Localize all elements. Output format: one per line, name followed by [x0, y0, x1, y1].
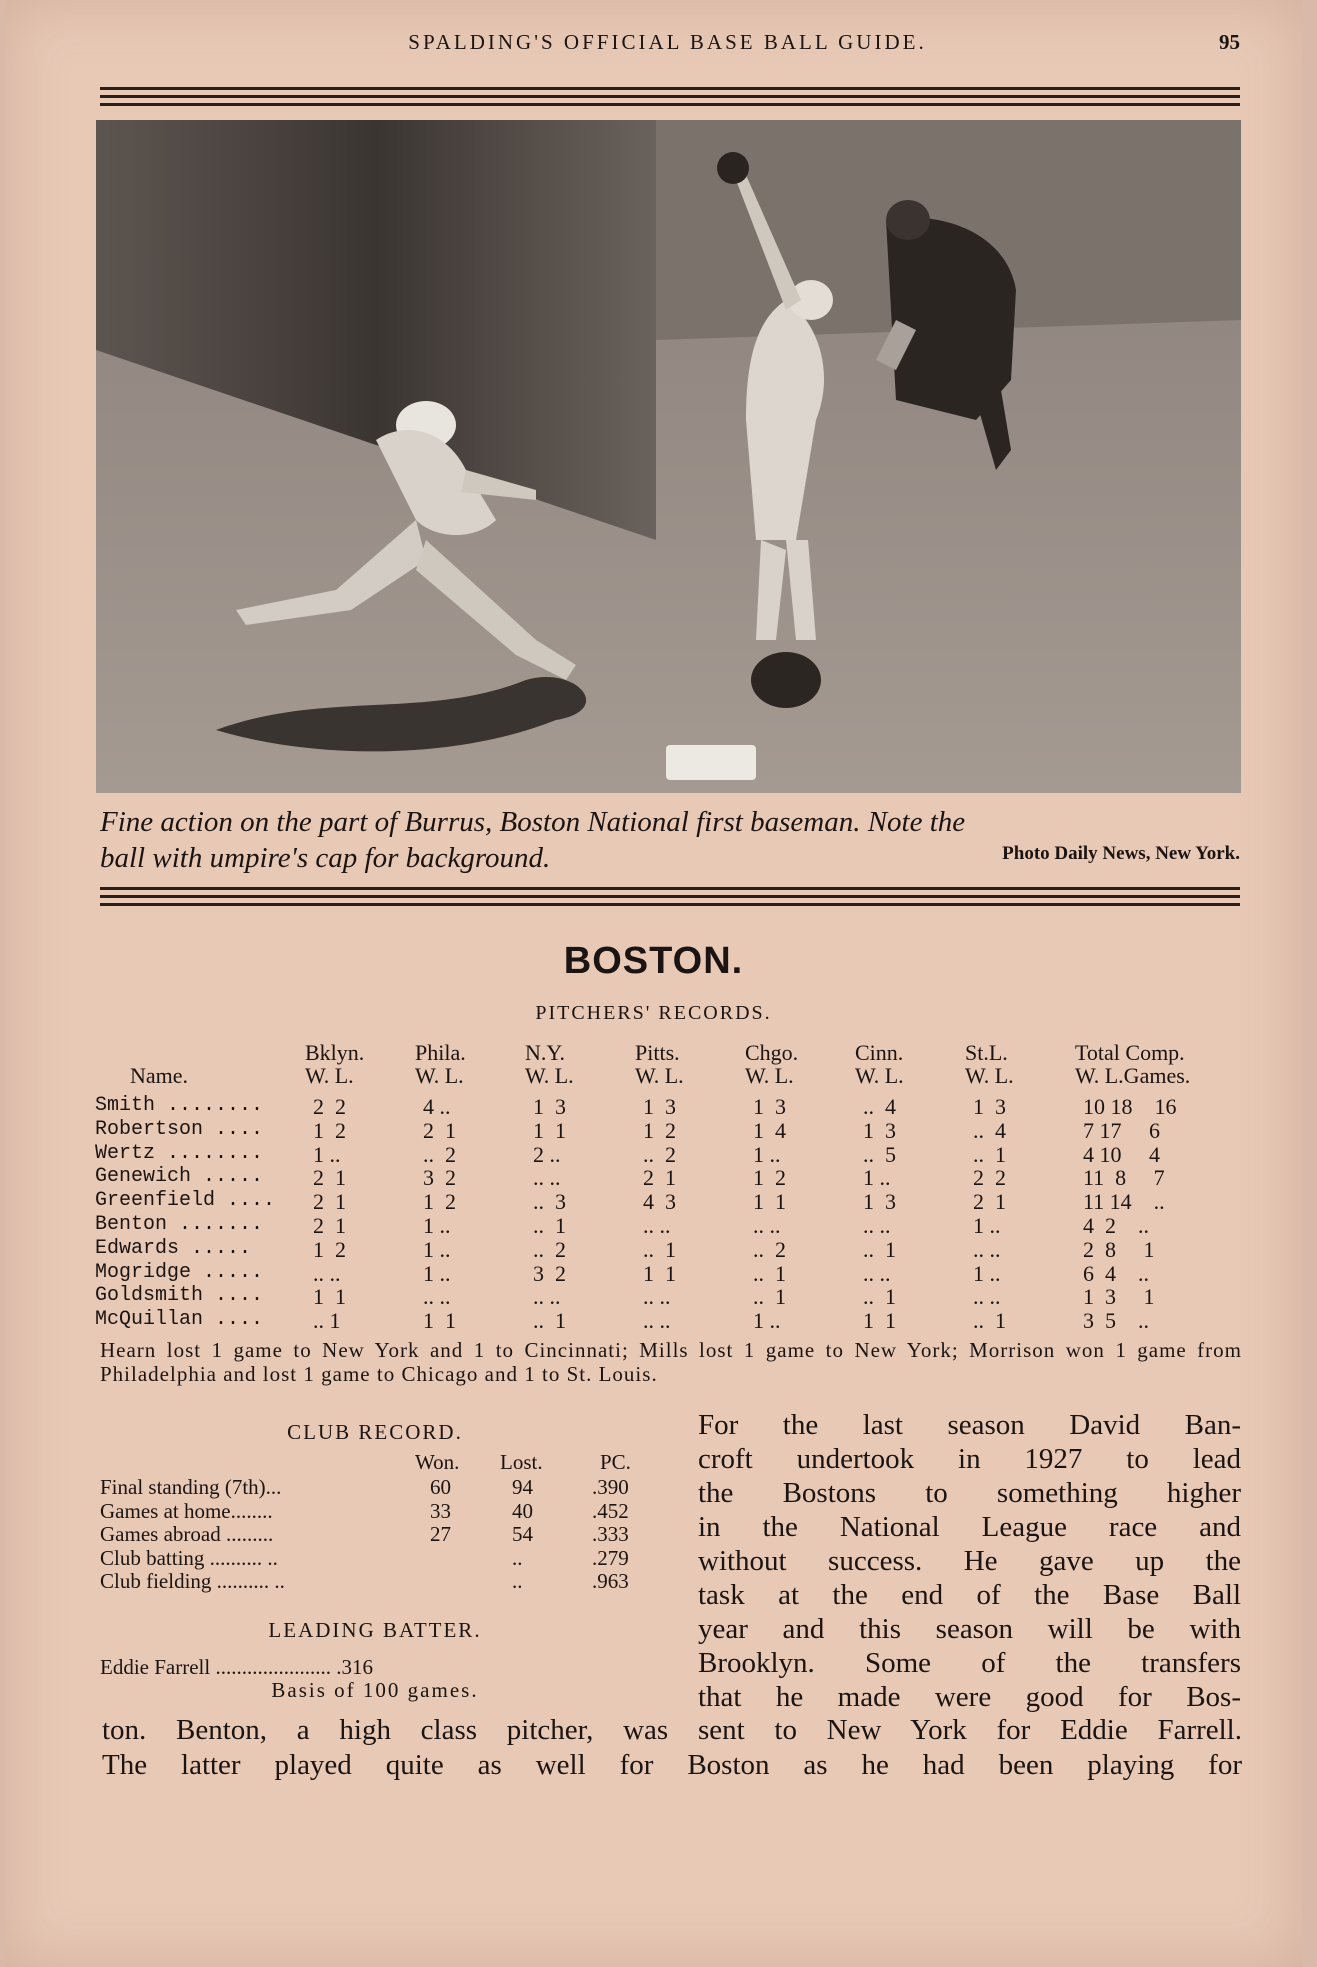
- record-cell: .. 4: [863, 1094, 896, 1119]
- record-cell: .. ..: [643, 1308, 671, 1334]
- record-cell: .. 1: [863, 1284, 896, 1310]
- column-team-header: N.Y.: [525, 1040, 565, 1065]
- record-cell: 1 1: [863, 1308, 896, 1334]
- record-cell: .. 2: [533, 1236, 566, 1262]
- record-cell: 1 1: [423, 1308, 456, 1334]
- baseball-photo: [96, 120, 1241, 793]
- record-cell: 1 ..: [973, 1260, 1001, 1286]
- pc-value: .279: [592, 1545, 629, 1570]
- row-label: Final standing (7th)...: [100, 1475, 282, 1499]
- record-cell: 1 3: [533, 1094, 566, 1119]
- lost-value: 94: [512, 1475, 533, 1499]
- record-cell: .. ..: [973, 1236, 1001, 1262]
- pc-value: .390: [592, 1475, 629, 1499]
- record-cell: 3 5 ..: [1083, 1308, 1149, 1334]
- pitcher-name: McQuillan ....: [95, 1308, 264, 1332]
- column-team-header: Chgo.: [745, 1040, 799, 1065]
- text-line: without success. He gave up the: [698, 1545, 1241, 1577]
- record-cell: .. 1: [753, 1284, 786, 1310]
- record-cell: .. 1: [533, 1308, 566, 1334]
- lost-value: 40: [512, 1498, 533, 1523]
- won-value: 27: [430, 1522, 451, 1546]
- record-cell: 1 ..: [423, 1260, 451, 1286]
- record-cell: .. 1: [753, 1260, 786, 1286]
- record-cell: 1 2: [423, 1189, 456, 1215]
- text-line: year and this season will be with: [698, 1613, 1241, 1645]
- record-cell: 1 ..: [863, 1165, 891, 1191]
- record-cell: .. ..: [643, 1284, 671, 1310]
- pitcher-name: Robertson ....: [95, 1117, 264, 1141]
- column-wl-header: W. L.: [855, 1063, 904, 1088]
- column-team-header: Bklyn.: [305, 1040, 365, 1065]
- record-cell: 11 14 ..: [1083, 1189, 1165, 1215]
- record-cell: 1 3: [863, 1117, 896, 1143]
- pitchers-note: Hearn lost 1 game to New York and 1 to Cincinnati; Mills lost 1 game to New York; Morrison won 1 game from Philadelphia and lost 1 game to Chicago and 1 to St. Louis.: [100, 1338, 1242, 1386]
- record-cell: .. 5: [863, 1141, 896, 1167]
- record-cell: 1 ..: [423, 1213, 451, 1238]
- article-text-right: [698, 1408, 1241, 1714]
- column-wl-header: W. L.: [415, 1063, 464, 1088]
- page: [5, 0, 1302, 1967]
- record-cell: 4 2 ..: [1083, 1213, 1149, 1238]
- header-title: SPALDING'S OFFICIAL BASE BALL GUIDE.: [408, 30, 927, 54]
- photo-caption: [100, 804, 1240, 876]
- record-cell: 1 ..: [753, 1308, 781, 1334]
- pitcher-name: Genewich .....: [95, 1165, 264, 1189]
- record-cell: 2 1: [973, 1189, 1006, 1215]
- record-cell: .. 2: [753, 1236, 786, 1262]
- record-cell: .. ..: [863, 1260, 891, 1286]
- record-cell: .. 2: [643, 1141, 676, 1167]
- record-cell: 1 ..: [423, 1236, 451, 1262]
- record-cell: .. ..: [533, 1165, 561, 1191]
- record-cell: .. 1: [533, 1213, 566, 1238]
- record-cell: 2 1: [313, 1165, 346, 1191]
- divider: [100, 103, 1240, 106]
- row-label: Games at home........: [100, 1498, 273, 1523]
- record-cell: 3 2: [533, 1260, 566, 1286]
- record-cell: 1 1: [533, 1117, 566, 1143]
- text-line: task at the end of the Base Ball: [698, 1579, 1241, 1611]
- text-line: The latter played quite as well for Boston as he had been playing for: [102, 1749, 1242, 1781]
- divider: [100, 95, 1240, 98]
- club-record-row: [100, 1475, 650, 1499]
- record-cell: 2 1: [423, 1117, 456, 1143]
- record-cell: .. ..: [423, 1284, 451, 1310]
- record-cell: 11 8 7: [1083, 1165, 1165, 1191]
- lost-value: 54: [512, 1522, 533, 1546]
- record-cell: 6 4 ..: [1083, 1260, 1149, 1286]
- record-cell: .. ..: [753, 1213, 781, 1238]
- record-cell: 2 8 1: [1083, 1236, 1155, 1262]
- club-record-row: [100, 1546, 650, 1570]
- column-team-header: Phila.: [415, 1040, 466, 1065]
- text-line: Brooklyn. Some of the transfers: [698, 1647, 1241, 1679]
- record-cell: 1 3: [643, 1094, 676, 1119]
- text-line: For the last season David Ban-: [698, 1409, 1241, 1441]
- column-header: PC.: [600, 1450, 631, 1474]
- record-cell: 2 2: [313, 1094, 346, 1119]
- column-wl-header: W. L.: [965, 1063, 1014, 1088]
- club-record-header: [100, 1450, 650, 1474]
- won-value: 60: [430, 1475, 451, 1499]
- record-cell: 7 17 6: [1083, 1117, 1160, 1143]
- record-cell: 1 ..: [313, 1141, 341, 1167]
- record-cell: 2 1: [313, 1213, 346, 1238]
- section-title: BOSTON.: [563, 940, 744, 982]
- column-wl-header: W. L.Games.: [1075, 1063, 1191, 1088]
- record-cell: .. ..: [313, 1260, 341, 1286]
- record-cell: 3 2: [423, 1165, 456, 1191]
- record-cell: .. ..: [973, 1284, 1001, 1310]
- record-cell: 2 1: [643, 1165, 676, 1191]
- record-cell: .. ..: [863, 1213, 891, 1238]
- record-cell: 4 ..: [423, 1094, 451, 1119]
- record-cell: .. 1: [863, 1236, 896, 1262]
- record-cell: .. ..: [643, 1213, 671, 1238]
- photo-credit: Photo Daily News, New York.: [1002, 843, 1240, 864]
- page-number: 95: [1219, 30, 1240, 54]
- pitcher-name: Greenfield ....: [95, 1189, 276, 1213]
- row-label: Club fielding .......... ..: [100, 1569, 285, 1593]
- record-cell: 1 1: [643, 1260, 676, 1286]
- record-cell: .. 1: [973, 1308, 1006, 1334]
- record-cell: .. 1: [973, 1141, 1006, 1167]
- pitcher-name: Goldsmith ....: [95, 1284, 264, 1308]
- column-wl-header: W. L.: [525, 1063, 574, 1088]
- column-team-header: St.L.: [965, 1040, 1008, 1065]
- column-wl-header: W. L.: [745, 1063, 794, 1088]
- column-wl-header: W. L.: [305, 1063, 354, 1088]
- caption-line-2: ball with umpire's cap for background.: [100, 842, 551, 874]
- record-cell: 4 3: [643, 1189, 676, 1215]
- running-header: [95, 30, 1240, 66]
- record-cell: .. 3: [533, 1189, 566, 1215]
- column-wl-header: W. L.: [635, 1063, 684, 1088]
- record-cell: 1 3: [753, 1094, 786, 1119]
- divider: [100, 87, 1240, 90]
- text-line: ton. Benton, a high class pitcher, was sent to New York for Eddie Farrell.: [102, 1714, 1242, 1746]
- record-cell: 4 10 4: [1083, 1141, 1160, 1167]
- record-cell: 2 2: [973, 1165, 1006, 1191]
- record-cell: 1 4: [753, 1117, 786, 1143]
- divider: [100, 903, 1240, 906]
- text-line: that he made were good for Bos-: [698, 1681, 1241, 1713]
- pc-value: .333: [592, 1522, 629, 1546]
- pitcher-name: Mogridge .....: [95, 1260, 264, 1284]
- divider: [100, 895, 1240, 898]
- record-cell: 2 ..: [533, 1141, 561, 1167]
- record-cell: 1 3 1: [1083, 1284, 1155, 1310]
- record-cell: 1 3: [863, 1189, 896, 1215]
- pitcher-name: Wertz ........: [95, 1141, 264, 1165]
- divider: [100, 887, 1240, 890]
- won-value: 33: [430, 1498, 451, 1523]
- pc-value: .452: [592, 1498, 629, 1523]
- record-cell: .. 2: [423, 1141, 456, 1167]
- record-cell: 1 1: [753, 1189, 786, 1215]
- pc-value: .963: [592, 1569, 629, 1593]
- record-cell: 1 2: [313, 1117, 346, 1143]
- pitcher-name: Benton .......: [95, 1213, 264, 1236]
- column-header: Won.: [415, 1450, 460, 1474]
- record-cell: 1 2: [753, 1165, 786, 1191]
- record-cell: .. 4: [973, 1117, 1006, 1143]
- name-header: Name.: [130, 1063, 189, 1088]
- club-record-row: [100, 1522, 650, 1546]
- record-cell: 1 2: [643, 1117, 676, 1143]
- record-cell: .. 1: [643, 1236, 676, 1262]
- text-line: the Bostons to something higher: [698, 1477, 1241, 1509]
- row-label: Club batting .......... ..: [100, 1545, 278, 1570]
- pitchers-records-title: PITCHERS' RECORDS.: [535, 1002, 772, 1024]
- leading-batter-name: Eddie Farrell ...................... .316: [100, 1655, 373, 1679]
- lost-value: ..: [512, 1545, 523, 1570]
- leading-batter-basis: Basis of 100 games.: [271, 1678, 479, 1702]
- text-line: croft undertook in 1927 to lead: [698, 1443, 1241, 1475]
- record-cell: 1 2: [313, 1236, 346, 1262]
- record-cell: 1 1: [313, 1284, 346, 1310]
- text-line: in the National League race and: [698, 1511, 1241, 1543]
- column-team-header: Cinn.: [855, 1040, 904, 1065]
- record-cell: 1 ..: [753, 1141, 781, 1167]
- record-cell: .. ..: [533, 1284, 561, 1310]
- lost-value: ..: [512, 1569, 523, 1593]
- pitcher-name: Smith ........: [95, 1094, 264, 1117]
- record-cell: 2 1: [313, 1189, 346, 1215]
- club-record-row: [100, 1499, 650, 1523]
- record-cell: 10 18 16: [1083, 1094, 1177, 1119]
- caption-line-1: Fine action on the part of Burrus, Boston National first baseman. Note the: [100, 806, 966, 838]
- row-label: Games abroad .........: [100, 1522, 274, 1546]
- column-team-header: Total Comp.: [1075, 1040, 1185, 1065]
- leading-batter-title: LEADING BATTER.: [268, 1618, 482, 1642]
- club-record-row: [100, 1569, 650, 1593]
- pitcher-name: Edwards .....: [95, 1236, 252, 1260]
- club-record-title: CLUB RECORD.: [287, 1420, 463, 1444]
- record-cell: .. 1: [313, 1308, 341, 1334]
- article-text-full: [102, 1713, 1242, 1783]
- photo-illustration: [96, 120, 1241, 793]
- column-header: Lost.: [500, 1450, 543, 1474]
- record-cell: 1 3: [973, 1094, 1006, 1119]
- column-team-header: Pitts.: [635, 1040, 680, 1065]
- record-cell: 1 ..: [973, 1213, 1001, 1238]
